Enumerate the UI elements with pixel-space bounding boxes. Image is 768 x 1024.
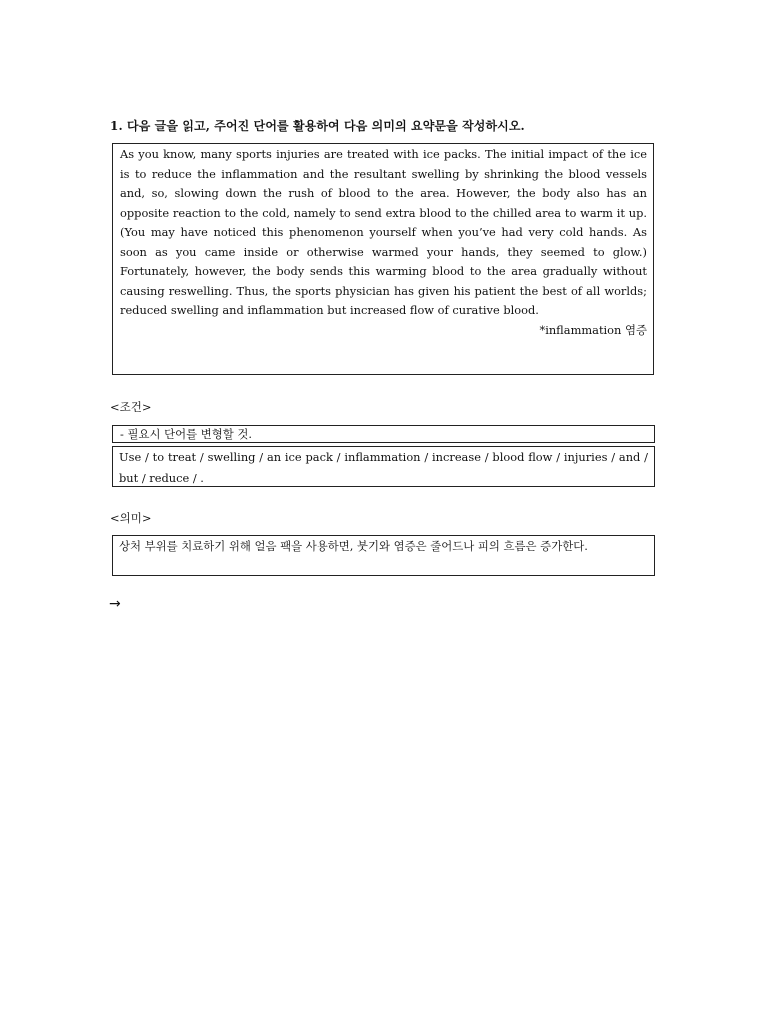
passage-text: As you know, many sports injuries are treated with ice packs. The initial impact of the ice is to reduce the inflammation and the resultant swelling by shrinking the blood vessels and, so, slowing down the rush of blood to the area. However, the body also has an opposite reaction to the cold, namely to send extra blood to the chilled area to warm it up. (You may have noticed this phenomenon yourself when you’ve had very cold hands. As soon as you came inside or otherwise warmed your hands, they seemed to glow.) Fortunately, however, the body sends this warming blood to the area gradually without causing reswelling. Thus, the sports physician has given his patient the best of all worlds; reduced swelling and inflammation but increased flow of curative blood.: [120, 147, 647, 317]
answer-arrow: →: [109, 596, 121, 612]
question-title: 1. 다음 글을 읽고, 주어진 단어를 활용하여 다음 의미의 요약문을 작성하시오.: [110, 119, 525, 133]
meaning-text: 상처 부위를 치료하기 위해 얼음 팩을 사용하면, 붓기와 염증은 줄어드나 피의 흐름은 증가한다.: [119, 539, 588, 553]
word-list-box: [112, 446, 655, 487]
footnote: *inflammation 염증: [539, 322, 647, 337]
meaning-box: [112, 535, 655, 576]
conditions-label: <조건>: [110, 400, 152, 414]
word-list-text: Use / to treat / swelling / an ice pack / inflammation / increase / blood flow / injuries / and / but / reduce / .: [119, 450, 648, 485]
passage-box: [112, 143, 654, 375]
meaning-label: <의미>: [110, 511, 152, 525]
condition-rule-text: - 필요시 단어를 변형할 것.: [120, 427, 252, 441]
condition-rule-box: [112, 425, 655, 443]
